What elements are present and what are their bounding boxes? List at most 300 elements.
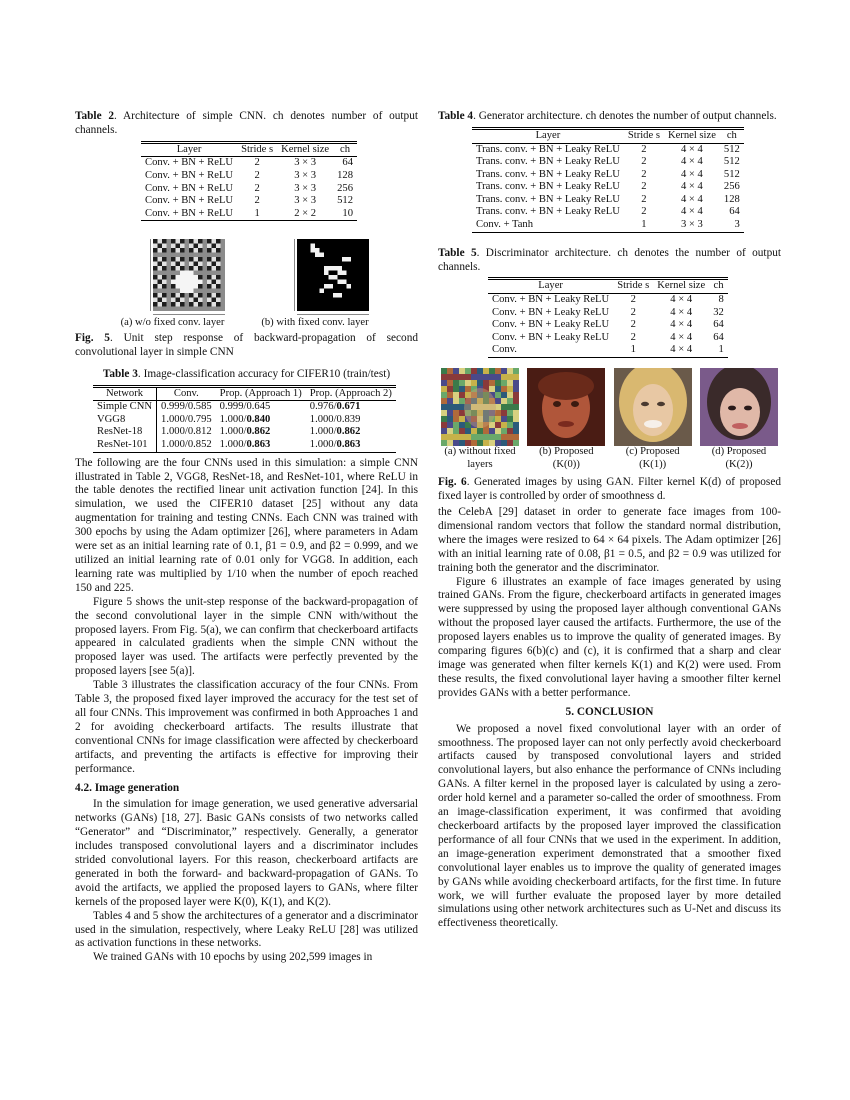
checkerboard-pixel bbox=[198, 307, 203, 312]
checkerboard-pixel bbox=[189, 307, 194, 312]
table3-cell-conv: 1.000/0.795 bbox=[161, 413, 212, 425]
table2-cell: 10 bbox=[342, 207, 353, 219]
table4-cell: 3 bbox=[734, 219, 740, 231]
checkerboard-pixel bbox=[185, 262, 190, 267]
response-pixel bbox=[347, 284, 352, 289]
noise-pixel bbox=[507, 422, 513, 428]
checkerboard-pixel bbox=[180, 275, 185, 280]
noise-pixel bbox=[489, 380, 495, 386]
checkerboard-pixel bbox=[194, 307, 199, 312]
noise-pixel bbox=[513, 374, 519, 380]
checkerboard-pixel bbox=[167, 248, 172, 253]
checkerboard-pixel bbox=[221, 275, 226, 280]
table5-cell: Conv. + BN + Leaky ReLU bbox=[492, 331, 610, 343]
checkerboard-pixel bbox=[216, 289, 221, 294]
table4-cell: 512 bbox=[723, 143, 740, 155]
table3-caption-label: Table 3 bbox=[102, 367, 138, 380]
noise-pixel bbox=[459, 392, 465, 398]
checkerboard-pixel bbox=[194, 262, 199, 267]
table5-cell: 64 bbox=[713, 319, 724, 331]
noise-pixel bbox=[459, 386, 465, 392]
table3-best-value: 0.863 bbox=[246, 439, 271, 451]
face-eye bbox=[744, 406, 752, 411]
table4-cell: 3 × 3 bbox=[680, 219, 703, 231]
checkerboard-pixel bbox=[198, 271, 203, 276]
noise-pixel bbox=[441, 428, 447, 434]
noise-pixel bbox=[483, 428, 489, 434]
checkerboard-pixel bbox=[176, 280, 181, 285]
noise-pixel bbox=[513, 380, 519, 386]
response-pixel bbox=[329, 284, 334, 289]
checkerboard-pixel bbox=[198, 298, 203, 303]
checkerboard-pixel bbox=[194, 271, 199, 276]
table3-row bbox=[93, 401, 396, 414]
table4-cell: Trans. conv. + BN + Leaky ReLU bbox=[476, 206, 620, 218]
noise-pixel bbox=[489, 386, 495, 392]
checkerboard-pixel bbox=[194, 302, 199, 307]
table3-cell-approach2 bbox=[306, 414, 396, 427]
checkerboard-pixel bbox=[221, 284, 226, 289]
checkerboard-pixel bbox=[189, 262, 194, 267]
table2-caption-label: Table 2 bbox=[75, 110, 115, 122]
checkerboard-pixel bbox=[153, 284, 158, 289]
noise-pixel bbox=[501, 374, 507, 380]
noise-pixel bbox=[471, 374, 477, 380]
checkerboard-pixel bbox=[153, 271, 158, 276]
noise-pixel bbox=[447, 410, 453, 416]
table4-cell: 4 × 4 bbox=[680, 193, 703, 205]
checkerboard-pixel bbox=[198, 253, 203, 258]
table4-caption-text: . Generator architecture. ch denotes the number of output channels. bbox=[473, 110, 777, 122]
table5-body bbox=[488, 294, 728, 358]
section-5-heading: 5. CONCLUSION bbox=[565, 705, 654, 718]
checkerboard-pixel bbox=[185, 271, 190, 276]
table5-header-cell: Kernel size bbox=[657, 280, 706, 292]
checkerboard-pixel bbox=[216, 298, 221, 303]
table3-caption-text: . Image-classification accuracy for CIFER10 (train/test) bbox=[137, 367, 391, 380]
table5-cell: 8 bbox=[718, 294, 724, 306]
checkerboard-pixel bbox=[216, 307, 221, 312]
table2-cell: 3 × 3 bbox=[294, 157, 317, 169]
checkerboard-pixel bbox=[207, 248, 212, 253]
table3-value: 1.000/0.839 bbox=[309, 413, 361, 425]
table3-header-cell: Conv. bbox=[173, 387, 199, 399]
checkerboard-pixel bbox=[176, 257, 181, 262]
noise-pixel bbox=[477, 434, 483, 440]
checkerboard-pixel bbox=[153, 280, 158, 285]
noise-pixel bbox=[447, 428, 453, 434]
response-pixel bbox=[338, 280, 343, 285]
checkerboard-pixel bbox=[221, 280, 226, 285]
checkerboard-pixel bbox=[203, 257, 208, 262]
checkerboard-pixel bbox=[180, 293, 185, 298]
checkerboard-pixel bbox=[198, 280, 203, 285]
checkerboard-pixel bbox=[167, 271, 172, 276]
checkerboard-pixel bbox=[203, 253, 208, 258]
checkerboard-pixel bbox=[162, 302, 167, 307]
face-mouth bbox=[558, 421, 574, 427]
table2-row bbox=[141, 170, 357, 183]
checkerboard-pixel bbox=[189, 266, 194, 271]
checkerboard-pixel bbox=[162, 248, 167, 253]
checkerboard-pixel bbox=[176, 289, 181, 294]
checkerboard-pixel bbox=[189, 284, 194, 289]
checkerboard-pixel bbox=[212, 253, 217, 258]
table4-cell: 2 bbox=[641, 156, 647, 168]
checkerboard-pixel bbox=[153, 257, 158, 262]
checkerboard-pixel bbox=[171, 262, 176, 267]
table2-cell: 3 × 3 bbox=[294, 195, 317, 207]
response-pixel bbox=[338, 293, 343, 298]
checkerboard-pixel bbox=[153, 266, 158, 271]
table3-cell-approach1 bbox=[216, 414, 306, 427]
checkerboard-pixel bbox=[221, 257, 226, 262]
checkerboard-pixel bbox=[221, 293, 226, 298]
response-pixel bbox=[333, 266, 338, 271]
fig6a-subcaption-2: layers bbox=[467, 458, 493, 470]
response-pixel bbox=[324, 266, 329, 271]
noise-pixel bbox=[441, 386, 447, 392]
checkerboard-pixel bbox=[203, 284, 208, 289]
checkerboard-pixel bbox=[207, 280, 212, 285]
checkerboard-pixel bbox=[189, 280, 194, 285]
checkerboard-pixel bbox=[216, 266, 221, 271]
checkerboard-pixel bbox=[171, 257, 176, 262]
checkerboard-pixel bbox=[153, 307, 158, 312]
checkerboard-pixel bbox=[176, 307, 181, 312]
checkerboard-pixel bbox=[221, 244, 226, 249]
noise-pixel bbox=[471, 380, 477, 386]
table5-row bbox=[488, 307, 728, 320]
noise-pixel bbox=[513, 398, 519, 404]
noise-pixel bbox=[453, 404, 459, 410]
checkerboard-pixel bbox=[153, 239, 158, 244]
table5-cell: 4 × 4 bbox=[670, 294, 693, 306]
checkerboard-pixel bbox=[198, 262, 203, 267]
checkerboard-pixel bbox=[194, 284, 199, 289]
table2-row bbox=[141, 183, 357, 196]
checkerboard-pixel bbox=[207, 284, 212, 289]
right-para-3: We proposed a novel fixed convolutional layer with an order of smoothness. The proposed layer can not only perfectly avoid checkerboard artifacts caused by transposed convolutional layers and strided convolutional layers, but also enhance the performance of CNNs including GANs. A filter kernel in the proposed layer is calculated by using a zero-order hold kernel and a parameter so-called the order of smoothness. From an image-classification experiment, it was confirmed that avoiding checkerboard artifacts by the proposed layer improved the classification performance of all four CNNs that we used in the experiment. In addition, an image-generation experiment demonstrated that a smoother fixed convolutional layer enables us to improve the quality of generated images by GANs while avoiding checkerboard artifacts, for the first time. In future work, we will further evaluate the proposed layer by more detailed simulations using other network architectures such as U-Net and discuss its effectiveness theoretically. bbox=[438, 722, 781, 930]
table4-cell: 2 bbox=[641, 193, 647, 205]
noise-pixel bbox=[459, 434, 465, 440]
checkerboard-pixel bbox=[167, 298, 172, 303]
checkerboard-pixel bbox=[153, 302, 158, 307]
table4-cell: 4 × 4 bbox=[680, 156, 703, 168]
checkerboard-pixel bbox=[171, 248, 176, 253]
fig6b-image bbox=[527, 368, 605, 446]
table5-cell: 2 bbox=[630, 306, 636, 318]
fig6c-image bbox=[614, 368, 692, 446]
table3-value: 1.000/ bbox=[309, 426, 337, 438]
table3-cell-approach1 bbox=[216, 401, 306, 414]
checkerboard-pixel bbox=[162, 266, 167, 271]
table5-cell: 1 bbox=[718, 344, 724, 356]
checkerboard-pixel bbox=[180, 257, 185, 262]
noise-pixel bbox=[501, 428, 507, 434]
noise-pixel bbox=[441, 374, 447, 380]
checkerboard-pixel bbox=[162, 244, 167, 249]
checkerboard-pixel bbox=[162, 275, 167, 280]
noise-pixel bbox=[501, 410, 507, 416]
table2-caption bbox=[75, 110, 418, 138]
checkerboard-pixel bbox=[162, 262, 167, 267]
response-pixel bbox=[329, 266, 334, 271]
table3-header-cell: Network bbox=[93, 386, 157, 401]
checkerboard-pixel bbox=[176, 266, 181, 271]
checkerboard-pixel bbox=[221, 253, 226, 258]
table4-cell: 64 bbox=[729, 206, 740, 218]
checkerboard-pixel bbox=[216, 293, 221, 298]
fig5-subcaptions bbox=[75, 317, 418, 330]
table3-value: 0.999/0.645 bbox=[219, 401, 271, 413]
checkerboard-pixel bbox=[212, 289, 217, 294]
face-eye bbox=[571, 401, 579, 407]
table3 bbox=[93, 385, 396, 453]
left-para-5: Tables 4 and 5 show the architectures of a generator and a discriminator used in the simulation, respectively, where Leaky ReLU [28] was utilized as activation functions in these networks. bbox=[75, 909, 418, 950]
checkerboard-pixel bbox=[180, 284, 185, 289]
face-mouth bbox=[732, 423, 748, 429]
checkerboard-pixel bbox=[176, 302, 181, 307]
checkerboard-pixel bbox=[162, 293, 167, 298]
table3-cell-conv: 1.000/0.852 bbox=[161, 439, 212, 451]
checkerboard-pixel bbox=[198, 257, 203, 262]
noise-pixel bbox=[447, 404, 453, 410]
checkerboard-pixel bbox=[153, 298, 158, 303]
table2-cell: 2 bbox=[254, 195, 260, 207]
checkerboard-pixel bbox=[189, 248, 194, 253]
table2-cell: 512 bbox=[337, 195, 353, 207]
fig6c-subcaption-2: (K(1)) bbox=[639, 458, 667, 470]
table2-cell: 1 bbox=[254, 207, 260, 219]
fig6a bbox=[438, 368, 522, 471]
checkerboard-pixel bbox=[216, 248, 221, 253]
checkerboard-pixel bbox=[167, 280, 172, 285]
noise-pixel bbox=[465, 374, 471, 380]
checkerboard-pixel bbox=[167, 275, 172, 280]
checkerboard-pixel bbox=[221, 271, 226, 276]
noise-pixel bbox=[489, 434, 495, 440]
fig6b bbox=[524, 368, 608, 471]
checkerboard-pixel bbox=[207, 302, 212, 307]
noise-pixel bbox=[459, 416, 465, 422]
noise-pixel bbox=[495, 434, 501, 440]
checkerboard-pixel bbox=[167, 284, 172, 289]
noise-pixel bbox=[441, 404, 447, 410]
checkerboard-pixel bbox=[180, 302, 185, 307]
response-pixel bbox=[347, 257, 352, 262]
noise-pixel bbox=[447, 434, 453, 440]
noise-pixel bbox=[483, 434, 489, 440]
response-pixel bbox=[324, 271, 329, 276]
checkerboard-pixel bbox=[207, 271, 212, 276]
table3-value: 1.000/ bbox=[309, 439, 337, 451]
fig6c-subcaption-1: (c) Proposed bbox=[625, 446, 680, 458]
table2-cell: Conv. + BN + ReLU bbox=[145, 157, 234, 169]
checkerboard-pixel bbox=[221, 307, 226, 312]
fig6c bbox=[611, 368, 695, 471]
checkerboard-pixel bbox=[212, 284, 217, 289]
noise-pixel bbox=[453, 434, 459, 440]
table4-header bbox=[472, 128, 744, 143]
noise-pixel bbox=[495, 422, 501, 428]
checkerboard-pixel bbox=[216, 275, 221, 280]
noise-pixel bbox=[495, 368, 501, 374]
checkerboard-pixel bbox=[198, 289, 203, 294]
noise-pixel bbox=[447, 422, 453, 428]
table5-cell: 2 bbox=[630, 294, 636, 306]
checkerboard-pixel bbox=[153, 275, 158, 280]
checkerboard-pixel bbox=[194, 280, 199, 285]
table5-cell: Conv. bbox=[492, 344, 517, 356]
fig5-caption bbox=[75, 332, 418, 360]
noise-pixel bbox=[483, 368, 489, 374]
response-pixel bbox=[342, 271, 347, 276]
table4 bbox=[472, 127, 744, 233]
checkerboard-pixel bbox=[216, 280, 221, 285]
fig6d-subcaption-2: (K(2)) bbox=[725, 458, 753, 470]
checkerboard-pixel bbox=[212, 280, 217, 285]
noise-pixel bbox=[477, 374, 483, 380]
checkerboard-pixel bbox=[158, 271, 163, 276]
noise-pixel bbox=[459, 428, 465, 434]
response-pixel bbox=[320, 289, 325, 294]
checkerboard-pixel bbox=[171, 266, 176, 271]
checkerboard-pixel bbox=[216, 257, 221, 262]
checkerboard-pixel bbox=[203, 262, 208, 267]
noise-pixel bbox=[507, 416, 513, 422]
checkerboard-pixel bbox=[207, 239, 212, 244]
fig6b-subcaption-2: (K(0)) bbox=[552, 458, 580, 470]
fig6d-image bbox=[700, 368, 778, 446]
noise-pixel bbox=[513, 368, 519, 374]
table3-cell-approach1 bbox=[216, 426, 306, 439]
checkerboard-pixel bbox=[185, 266, 190, 271]
table2-cell: 2 bbox=[254, 170, 260, 181]
checkerboard-pixel bbox=[162, 307, 167, 312]
checkerboard-pixel bbox=[171, 280, 176, 285]
noise-pixel bbox=[513, 404, 519, 410]
table5-header-cell: ch bbox=[713, 280, 724, 292]
table4-cell: 4 × 4 bbox=[680, 181, 703, 193]
face-blob bbox=[464, 388, 496, 428]
checkerboard-pixel bbox=[167, 257, 172, 262]
checkerboard-pixel bbox=[158, 280, 163, 285]
table2-cell: Conv. + BN + ReLU bbox=[145, 207, 234, 219]
checkerboard-pixel bbox=[212, 275, 217, 280]
table3-best-value: 0.862 bbox=[246, 426, 271, 438]
checkerboard-pixel bbox=[221, 262, 226, 267]
checkerboard-pixel bbox=[203, 266, 208, 271]
checkerboard-pixel bbox=[198, 266, 203, 271]
checkerboard-pixel bbox=[207, 289, 212, 294]
checkerboard-pixel bbox=[185, 244, 190, 249]
noise-pixel bbox=[495, 380, 501, 386]
response-pixel bbox=[311, 248, 316, 253]
noise-pixel bbox=[507, 398, 513, 404]
noise-pixel bbox=[495, 410, 501, 416]
noise-pixel bbox=[513, 410, 519, 416]
checkerboard-pixel bbox=[203, 280, 208, 285]
table3-best-value: 0.862 bbox=[336, 426, 361, 438]
noise-pixel bbox=[459, 422, 465, 428]
checkerboard-pixel bbox=[162, 280, 167, 285]
left-column bbox=[75, 110, 418, 965]
checkerboard-pixel bbox=[180, 248, 185, 253]
table3-cell-conv: 0.999/0.585 bbox=[161, 401, 212, 413]
table5-row bbox=[488, 294, 728, 307]
table3-value: 0.976/ bbox=[309, 401, 337, 413]
checkerboard-pixel bbox=[189, 244, 194, 249]
checkerboard-pixel bbox=[207, 257, 212, 262]
table4-header-cell: ch bbox=[726, 129, 737, 141]
noise-pixel bbox=[483, 380, 489, 386]
checkerboard-pixel bbox=[180, 307, 185, 312]
noise-pixel bbox=[483, 374, 489, 380]
table3-cell-network: ResNet-18 bbox=[93, 426, 157, 439]
noise-pixel bbox=[501, 398, 507, 404]
checkerboard-pixel bbox=[158, 262, 163, 267]
right-para-1: the CelebA [29] dataset in order to generate face images from 100-dimensional random vectors that follow the standard normal distribution, where the images were resized to 64 × 64 pixels. The Adam optimizer [26] with an initial learning rate of 0.08, β1 = 0.5, and β2 = 0.9 was utilized for training both the generator and the discriminator. bbox=[438, 506, 781, 574]
table4-cell: 2 bbox=[641, 181, 647, 193]
fig6-caption-label: Fig. 6 bbox=[438, 476, 467, 489]
noise-pixel bbox=[447, 416, 453, 422]
table2-cell: 2 × 2 bbox=[294, 207, 317, 219]
checkerboard-pixel bbox=[167, 302, 172, 307]
right-column bbox=[438, 110, 781, 931]
checkerboard-pixel bbox=[207, 244, 212, 249]
checkerboard-pixel bbox=[180, 271, 185, 276]
table2-header-cell: ch bbox=[340, 143, 351, 155]
noise-pixel bbox=[507, 410, 513, 416]
checkerboard-pixel bbox=[194, 239, 199, 244]
checkerboard-pixel bbox=[176, 284, 181, 289]
response-pixel bbox=[315, 248, 320, 253]
checkerboard-pixel bbox=[189, 293, 194, 298]
noise-pixel bbox=[459, 410, 465, 416]
checkerboard-pixel bbox=[212, 302, 217, 307]
table4-row bbox=[472, 169, 744, 182]
fig5a bbox=[75, 235, 247, 315]
response-pixel bbox=[338, 266, 343, 271]
checkerboard-pixel bbox=[203, 289, 208, 294]
table2-row bbox=[141, 208, 357, 221]
left-para-1: The following are the four CNNs used in this simulation: a simple CNN illustrated in Table 2, VGG8, ResNet-18, and ResNet-101, where ReLU in the table denotes the rectified linear unit activation function [24]. In this simulation, we used the CIFER10 dataset [25] without any data augmentation for training and testing CNNs. Each CNN was trained with 300 epochs by using the Adam optimizer [26], where parameters in Adam were set as an initial learning rate of 0.1, β1 = 0.9, and β2 = 0.999, and we utilized an initial learning rate of 0.01 only for VGG8. In addition, each learning rate was multiplied by 1/10 when the number of epoch reached 150 and 225. bbox=[75, 456, 418, 594]
checkerboard-pixel bbox=[194, 293, 199, 298]
table3-header-cell: Prop. (Approach 1) bbox=[219, 387, 302, 399]
fig5a-subcaption: (a) w/o fixed conv. layer bbox=[120, 317, 225, 329]
checkerboard-pixel bbox=[153, 289, 158, 294]
checkerboard-pixel bbox=[212, 257, 217, 262]
table2-row bbox=[141, 195, 357, 208]
checkerboard-pixel bbox=[171, 307, 176, 312]
noise-pixel bbox=[465, 380, 471, 386]
table5-cell: 4 × 4 bbox=[670, 319, 693, 331]
fig5b bbox=[247, 235, 418, 315]
noise-pixel bbox=[489, 374, 495, 380]
checkerboard-pixel bbox=[198, 284, 203, 289]
checkerboard-pixel bbox=[216, 284, 221, 289]
noise-pixel bbox=[513, 416, 519, 422]
table4-cell: Trans. conv. + BN + Leaky ReLU bbox=[476, 143, 620, 155]
noise-pixel bbox=[513, 392, 519, 398]
fig5-images bbox=[75, 235, 418, 315]
checkerboard-pixel bbox=[185, 289, 190, 294]
checkerboard-pixel bbox=[158, 239, 163, 244]
response-pixel bbox=[333, 293, 338, 298]
fig5-caption-label: Fig. 5 bbox=[75, 331, 110, 344]
noise-pixel bbox=[447, 386, 453, 392]
